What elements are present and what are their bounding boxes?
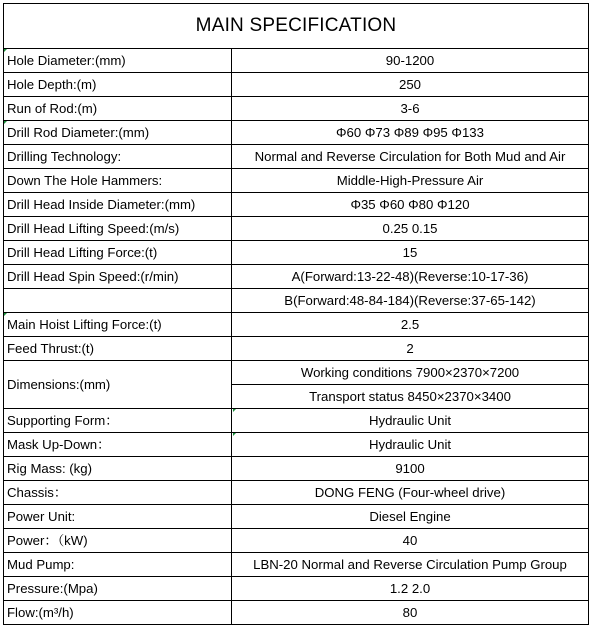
spec-label-run-of-rod[interactable]: Run of Rod:(m) bbox=[4, 97, 232, 121]
table-row bbox=[4, 169, 589, 193]
spec-value-supporting-form[interactable]: Hydraulic Unit bbox=[232, 409, 589, 433]
spec-label-main-hoist-lifting-force[interactable]: Main Hoist Lifting Force:(t) bbox=[4, 313, 232, 337]
spec-value-rig-mass[interactable]: 9100 bbox=[232, 457, 589, 481]
spec-value-mask-up-down[interactable]: Hydraulic Unit bbox=[232, 433, 589, 457]
spec-value-drill-head-lifting-speed[interactable]: 0.25 0.15 bbox=[232, 217, 589, 241]
cell-comment-marker bbox=[4, 313, 7, 316]
table-title[interactable]: MAIN SPECIFICATION bbox=[4, 4, 589, 49]
spec-value-power[interactable]: 40 bbox=[232, 529, 589, 553]
spec-label-drill-head-spin-speed[interactable]: Drill Head Spin Speed:(r/min) bbox=[4, 265, 232, 289]
spec-value-pressure[interactable]: 1.2 2.0 bbox=[232, 577, 589, 601]
spec-label-pressure[interactable]: Pressure:(Mpa) bbox=[4, 577, 232, 601]
spec-value-drilling-technology[interactable]: Normal and Reverse Circulation for Both Mud and Air bbox=[232, 145, 589, 169]
spec-label-flow[interactable]: Flow:(m³/h) bbox=[4, 601, 232, 625]
spec-label-dimensions[interactable]: Dimensions:(mm) bbox=[4, 361, 232, 409]
spec-value-drill-rod-diameter[interactable]: Φ60 Φ73 Φ89 Φ95 Φ133 bbox=[232, 121, 589, 145]
spec-value-mud-pump[interactable]: LBN-20 Normal and Reverse Circulation Pump Group bbox=[232, 553, 589, 577]
table-row bbox=[4, 145, 589, 169]
table-row bbox=[4, 241, 589, 265]
table-row bbox=[4, 553, 589, 577]
spec-label-drilling-technology[interactable]: Drilling Technology: bbox=[4, 145, 232, 169]
spec-label-drill-head-lifting-force[interactable]: Drill Head Lifting Force:(t) bbox=[4, 241, 232, 265]
table-row bbox=[4, 193, 589, 217]
table-row bbox=[4, 529, 589, 553]
spec-value-down-the-hole-hammers[interactable]: Middle-High-Pressure Air bbox=[232, 169, 589, 193]
cell-comment-marker bbox=[233, 433, 236, 436]
table-row bbox=[4, 49, 589, 73]
cell-comment-marker bbox=[4, 49, 7, 52]
table-row bbox=[4, 409, 589, 433]
table-row bbox=[4, 433, 589, 457]
cell-comment-marker bbox=[233, 409, 236, 412]
spec-value-dimensions-working[interactable]: Working conditions 7900×2370×7200 bbox=[232, 361, 589, 385]
spec-label-drill-head-inside-diameter[interactable]: Drill Head Inside Diameter:(mm) bbox=[4, 193, 232, 217]
cell-comment-marker bbox=[4, 121, 7, 124]
spec-value-drill-head-spin-speed-b[interactable]: B(Forward:48-84-184)(Reverse:37-65-142) bbox=[232, 289, 589, 313]
table-row bbox=[4, 265, 589, 289]
spec-label-power-unit[interactable]: Power Unit: bbox=[4, 505, 232, 529]
title-row bbox=[4, 4, 589, 49]
spec-value-hole-depth[interactable]: 250 bbox=[232, 73, 589, 97]
spec-label-empty[interactable] bbox=[4, 289, 232, 313]
specification-table bbox=[3, 3, 589, 625]
table-row bbox=[4, 217, 589, 241]
spec-label-hole-depth[interactable]: Hole Depth:(m) bbox=[4, 73, 232, 97]
table-row bbox=[4, 121, 589, 145]
table-row bbox=[4, 601, 589, 625]
spec-label-mask-up-down[interactable]: Mask Up-Down： bbox=[4, 433, 232, 457]
spec-label-chassis[interactable]: Chassis： bbox=[4, 481, 232, 505]
table-row bbox=[4, 577, 589, 601]
spec-value-dimensions-transport[interactable]: Transport status 8450×2370×3400 bbox=[232, 385, 589, 409]
table-row bbox=[4, 361, 589, 385]
spec-value-drill-head-spin-speed-a[interactable]: A(Forward:13-22-48)(Reverse:10-17-36) bbox=[232, 265, 589, 289]
spec-label-mud-pump[interactable]: Mud Pump: bbox=[4, 553, 232, 577]
specification-sheet bbox=[3, 3, 588, 625]
spec-label-hole-diameter[interactable]: Hole Diameter:(mm) bbox=[4, 49, 232, 73]
spec-value-drill-head-inside-diameter[interactable]: Φ35 Φ60 Φ80 Φ120 bbox=[232, 193, 589, 217]
spec-label-feed-thrust[interactable]: Feed Thrust:(t) bbox=[4, 337, 232, 361]
table-row bbox=[4, 505, 589, 529]
spec-value-hole-diameter[interactable]: 90-1200 bbox=[232, 49, 589, 73]
table-row bbox=[4, 97, 589, 121]
spec-value-power-unit[interactable]: Diesel Engine bbox=[232, 505, 589, 529]
spec-value-feed-thrust[interactable]: 2 bbox=[232, 337, 589, 361]
table-row bbox=[4, 73, 589, 97]
spec-label-drill-rod-diameter[interactable]: Drill Rod Diameter:(mm) bbox=[4, 121, 232, 145]
table-row bbox=[4, 457, 589, 481]
spec-value-run-of-rod[interactable]: 3-6 bbox=[232, 97, 589, 121]
spec-label-supporting-form[interactable]: Supporting Form： bbox=[4, 409, 232, 433]
spec-label-power[interactable]: Power：（kW) bbox=[4, 529, 232, 553]
spec-value-drill-head-lifting-force[interactable]: 15 bbox=[232, 241, 589, 265]
spec-label-rig-mass[interactable]: Rig Mass: (kg) bbox=[4, 457, 232, 481]
spec-label-down-the-hole-hammers[interactable]: Down The Hole Hammers: bbox=[4, 169, 232, 193]
table-row bbox=[4, 289, 589, 313]
spec-label-drill-head-lifting-speed[interactable]: Drill Head Lifting Speed:(m/s) bbox=[4, 217, 232, 241]
spec-value-main-hoist-lifting-force[interactable]: 2.5 bbox=[232, 313, 589, 337]
table-row bbox=[4, 481, 589, 505]
spec-value-chassis[interactable]: DONG FENG (Four-wheel drive) bbox=[232, 481, 589, 505]
table-row bbox=[4, 337, 589, 361]
spec-value-flow[interactable]: 80 bbox=[232, 601, 589, 625]
table-row bbox=[4, 313, 589, 337]
